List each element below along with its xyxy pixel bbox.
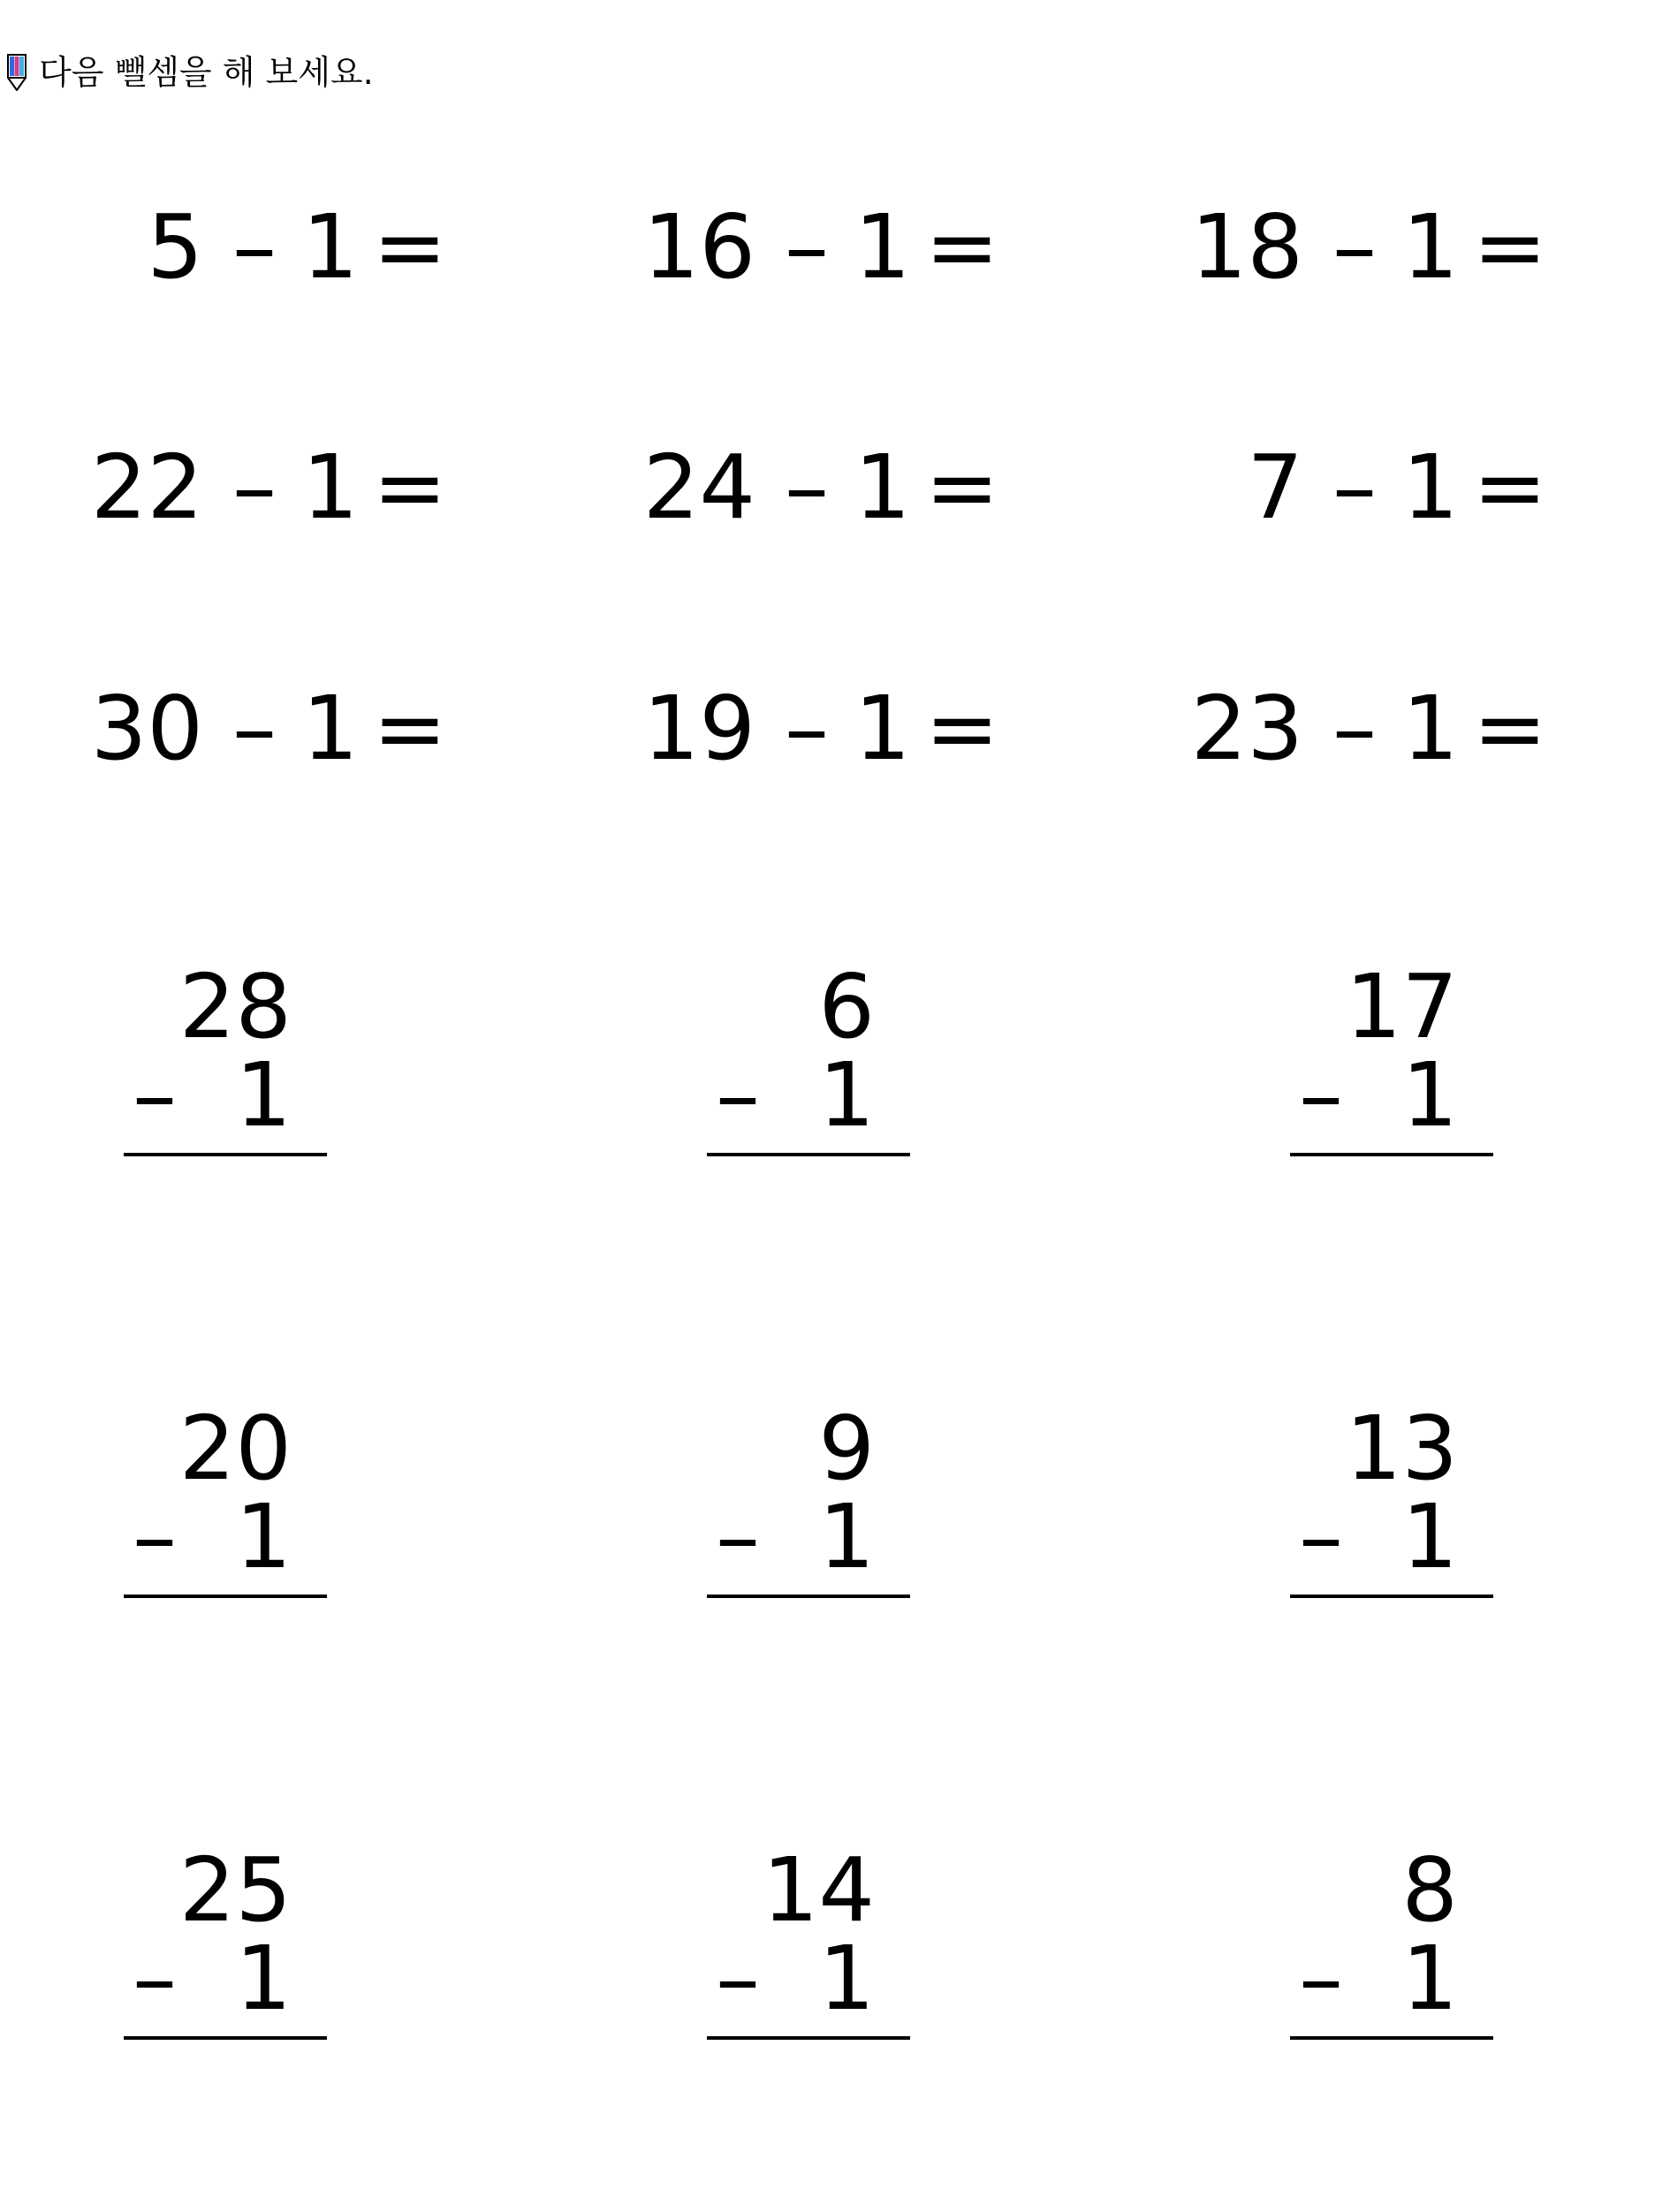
equals-sign: = <box>373 677 447 780</box>
pencil-icon <box>5 53 28 92</box>
minus-sign: – <box>716 1485 760 1588</box>
minus-sign: – <box>1332 195 1377 299</box>
equals-sign: = <box>925 195 999 299</box>
minuend: 30 <box>90 677 203 780</box>
subtrahend: 1 <box>1401 1485 1458 1588</box>
subtrahend: 1 <box>1402 195 1459 299</box>
minus-sign: – <box>785 195 829 299</box>
minus-sign: – <box>716 1927 760 2030</box>
horizontal-problem <box>27 676 486 782</box>
minuend: 8 <box>1401 1838 1458 1942</box>
vertical-problem <box>124 1838 336 2054</box>
minuend: 28 <box>178 955 292 1058</box>
equals-sign: = <box>925 436 999 539</box>
vertical-problem <box>1290 955 1502 1170</box>
minuend: 14 <box>762 1838 875 1942</box>
minuend: 25 <box>178 1838 292 1942</box>
subtrahend: 1 <box>302 436 359 539</box>
minus-sign: – <box>1299 1927 1343 2030</box>
subtrahend: 1 <box>818 1927 875 2030</box>
equals-sign: = <box>373 436 447 539</box>
minus-sign: – <box>133 1485 177 1588</box>
vertical-problem <box>124 955 336 1170</box>
minuend: 19 <box>642 677 755 780</box>
horizontal-problem <box>1127 676 1586 782</box>
answer-line <box>707 2036 910 2040</box>
minuend: 13 <box>1345 1397 1458 1500</box>
subtrahend: 1 <box>235 1485 292 1588</box>
answer-line <box>1290 1153 1493 1156</box>
minuend: 6 <box>818 955 875 1058</box>
subtrahend: 1 <box>1401 1043 1458 1147</box>
minus-sign: – <box>232 677 277 780</box>
minus-sign: – <box>1299 1043 1343 1147</box>
answer-line <box>124 1595 327 1598</box>
minus-sign: – <box>232 436 277 539</box>
vertical-problem <box>707 1838 919 2054</box>
minuend: 7 <box>1247 436 1303 539</box>
horizontal-problem <box>1127 435 1586 541</box>
minus-sign: – <box>1299 1485 1343 1588</box>
horizontal-problem <box>579 435 1038 541</box>
answer-line <box>124 1153 327 1156</box>
vertical-problem <box>707 955 919 1170</box>
instruction-text: 다음 뺄셈을 해 보세요. <box>39 53 374 92</box>
equals-sign: = <box>373 195 447 299</box>
minus-sign: – <box>716 1043 760 1147</box>
answer-line <box>1290 1595 1493 1598</box>
subtrahend: 1 <box>1401 1927 1458 2030</box>
minus-sign: – <box>785 436 829 539</box>
horizontal-problem <box>27 194 486 300</box>
equals-sign: = <box>1473 677 1547 780</box>
subtrahend: 1 <box>302 677 359 780</box>
subtrahend: 1 <box>302 195 359 299</box>
subtrahend: 1 <box>854 436 911 539</box>
minuend: 22 <box>90 436 203 539</box>
minus-sign: – <box>1332 436 1377 539</box>
subtrahend: 1 <box>818 1485 875 1588</box>
minuend: 16 <box>642 195 755 299</box>
answer-line <box>707 1595 910 1598</box>
minuend: 9 <box>818 1397 875 1500</box>
minuend: 23 <box>1190 677 1303 780</box>
minus-sign: – <box>232 195 277 299</box>
subtrahend: 1 <box>235 1043 292 1147</box>
answer-line <box>124 2036 327 2040</box>
minus-sign: – <box>785 677 829 780</box>
subtrahend: 1 <box>854 677 911 780</box>
minus-sign: – <box>133 1927 177 2030</box>
subtrahend: 1 <box>1402 677 1459 780</box>
minus-sign: – <box>133 1043 177 1147</box>
minus-sign: – <box>1332 677 1377 780</box>
minuend: 5 <box>147 195 203 299</box>
minuend: 17 <box>1345 955 1458 1058</box>
vertical-problem <box>707 1397 919 1612</box>
instruction <box>5 51 374 94</box>
minuend: 24 <box>642 436 755 539</box>
vertical-problem <box>1290 1397 1502 1612</box>
subtrahend: 1 <box>235 1927 292 2030</box>
equals-sign: = <box>925 677 999 780</box>
subtrahend: 1 <box>1402 436 1459 539</box>
minuend: 18 <box>1190 195 1303 299</box>
vertical-problem <box>124 1397 336 1612</box>
horizontal-problem <box>579 194 1038 300</box>
horizontal-problem <box>27 435 486 541</box>
equals-sign: = <box>1473 195 1547 299</box>
equals-sign: = <box>1473 436 1547 539</box>
horizontal-problem <box>579 676 1038 782</box>
vertical-problem <box>1290 1838 1502 2054</box>
minuend: 20 <box>178 1397 292 1500</box>
horizontal-problem <box>1127 194 1586 300</box>
answer-line <box>1290 2036 1493 2040</box>
subtrahend: 1 <box>818 1043 875 1147</box>
subtrahend: 1 <box>854 195 911 299</box>
answer-line <box>707 1153 910 1156</box>
